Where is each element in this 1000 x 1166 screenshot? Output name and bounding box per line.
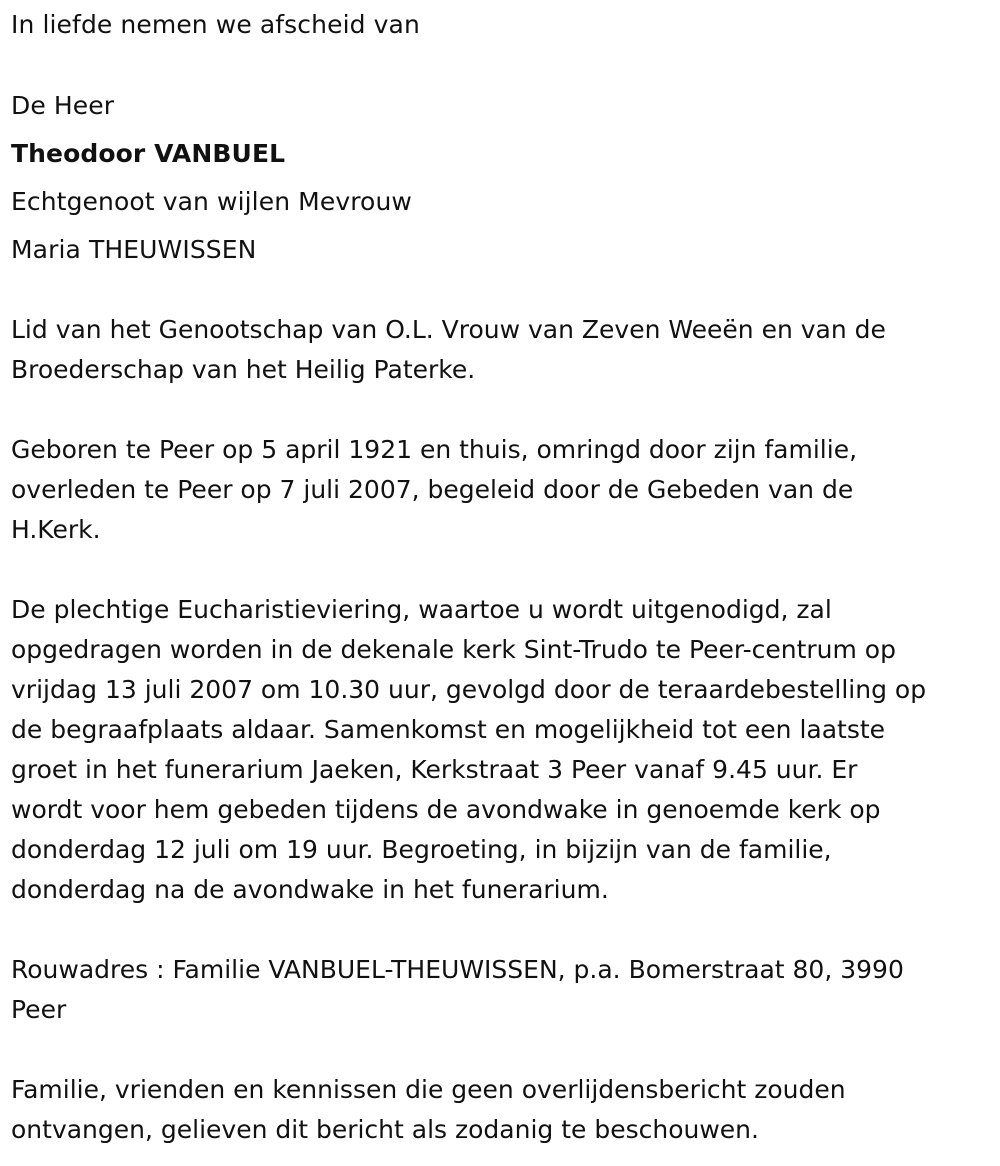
- birth-death-line: Geboren te Peer op 5 april 1921 en thuis, omringd door zijn familie,: [11, 435, 858, 464]
- ceremony-line: vrijdag 13 juli 2007 om 10.30 uur, gevolgd door de teraardebestelling op: [11, 675, 927, 704]
- birth-death-paragraph: [11, 430, 986, 550]
- spouse-line-2: Maria THEUWISSEN: [11, 235, 257, 264]
- address-line: Rouwadres : Familie VANBUEL-THEUWISSEN, p.a. Bomerstraat 80, 3990: [11, 955, 904, 984]
- ceremony-line: De plechtige Eucharistieviering, waartoe u wordt uitgenodigd, zal: [11, 595, 832, 624]
- ceremony-line: wordt voor hem gebeden tijdens de avondwake in genoemde kerk op: [11, 795, 881, 824]
- intro-line: In liefde nemen we afscheid van: [11, 10, 420, 39]
- ceremony-line: groet in het funerarium Jaeken, Kerkstraat 3 Peer vanaf 9.45 uur. Er: [11, 755, 858, 784]
- closing-line: ontvangen, gelieven dit bericht als zodanig te beschouwen.: [11, 1115, 759, 1144]
- ceremony-line: de begraafplaats aldaar. Samenkomst en mogelijkheid tot een laatste: [11, 715, 886, 744]
- ceremony-line: opgedragen worden in de dekenale kerk Sint-Trudo te Peer-centrum op: [11, 635, 896, 664]
- closing-line: Familie, vrienden en kennissen die geen overlijdensbericht zouden: [11, 1075, 846, 1104]
- birth-death-line: overleden te Peer op 7 juli 2007, begeleid door de Gebeden van de: [11, 475, 854, 504]
- ceremony-line: donderdag na de avondwake in het funerarium.: [11, 875, 609, 904]
- spouse-line-1: Echtgenoot van wijlen Mevrouw: [11, 187, 412, 216]
- deceased-name: Theodoor VANBUEL: [11, 139, 286, 168]
- ceremony-paragraph: [11, 590, 986, 910]
- salutation: De Heer: [11, 91, 115, 120]
- membership-paragraph: [11, 310, 986, 390]
- membership-line: Lid van het Genootschap van O.L. Vrouw van Zeven Weeën en van de: [11, 315, 886, 344]
- closing-paragraph: [11, 1070, 986, 1150]
- membership-line: Broederschap van het Heilig Paterke.: [11, 355, 476, 384]
- birth-death-line: H.Kerk.: [11, 515, 101, 544]
- address-line: Peer: [11, 995, 67, 1024]
- ceremony-line: donderdag 12 juli om 19 uur. Begroeting, in bijzijn van de familie,: [11, 835, 832, 864]
- address-paragraph: [11, 950, 986, 1030]
